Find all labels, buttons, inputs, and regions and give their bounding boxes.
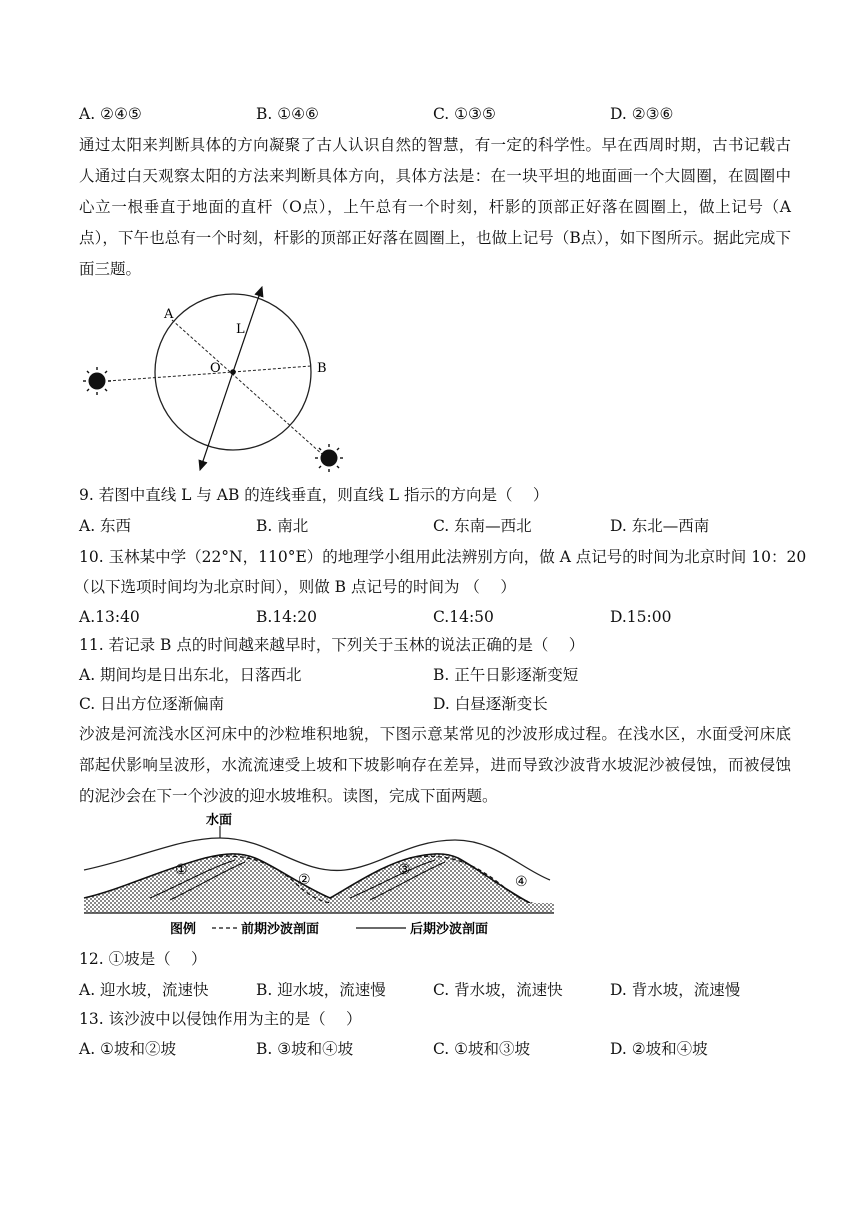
q8-option-c: C. ①③⑤ (433, 105, 496, 123)
sand-intro-paragraph: 沙波是河流浅水区河床中的沙粒堆积地貌，下图示意某常见的沙波形成过程。在浅水区，水面受河床底部起伏影响呈波形，水流流速受上坡和下坡影响存在差异，进而导致沙波背水坡泥沙被侵蚀，而被侵蚀的泥沙会在下一个沙波的迎水坡堆积。读图，完成下面两题。 (79, 725, 791, 805)
q12-option-b: B. 迎水坡，流速慢 (256, 981, 386, 999)
q13-option-a: A. ①坡和②坡 (79, 1040, 176, 1058)
q10-option-c: C.14:50 (433, 608, 494, 626)
q11-option-b: B. 正午日影逐渐变短 (433, 666, 579, 684)
label-o: O (210, 361, 221, 376)
q11-option-a: A. 期间均是日出东北，日落西北 (79, 666, 302, 684)
sand-wave-diagram (78, 810, 556, 940)
slope-2-label: ② (298, 872, 311, 888)
legend-solid-label: 后期沙波剖面 (410, 922, 489, 937)
q13-option-b: B. ③坡和④坡 (256, 1040, 354, 1058)
q10-option-d: D.15:00 (610, 608, 672, 626)
slope-3-label: ③ (398, 862, 411, 878)
shadow-line-b (233, 366, 311, 372)
q10-option-a: A.13:40 (79, 608, 140, 626)
q13-option-d: D. ②坡和④坡 (610, 1040, 708, 1058)
q10-stem-line1: 10. 玉林某中学（22°N，110°E）的地理学小组用此法辨别方向，做 A 点记号的时间为北京时间 10：20 (79, 548, 807, 566)
q8-option-d: D. ②③⑥ (610, 105, 674, 123)
q9-option-d: D. 东北—西南 (610, 517, 710, 535)
q12-option-c: C. 背水坡，流速快 (433, 981, 563, 999)
slope-4-label: ④ (515, 874, 528, 890)
water-label: 水面 (206, 813, 233, 828)
q12-option-a: A. 迎水坡，流速快 (79, 981, 209, 999)
point-o (230, 369, 236, 375)
q13-option-c: C. ①坡和③坡 (433, 1040, 531, 1058)
sun-icon-southeast (315, 444, 343, 472)
riverbed (84, 903, 554, 913)
label-a: A (164, 307, 174, 322)
q11-stem: 11. 若记录 B 点的时间越来越早时，下列关于玉林的说法正确的是（ ） (79, 636, 585, 654)
label-l: L (236, 322, 245, 337)
q9-option-b: B. 南北 (256, 517, 309, 535)
line-l-lower (200, 372, 233, 470)
q13-stem: 13. 该沙波中以侵蚀作用为主的是（ ） (79, 1010, 362, 1028)
q9-option-a: A. 东西 (79, 517, 132, 535)
sun-shadow-diagram (80, 280, 370, 480)
q12-stem: 12. ①坡是（ ） (79, 950, 207, 968)
q12-option-d: D. 背水坡，流速慢 (610, 981, 741, 999)
q8-option-b: B. ①④⑥ (256, 105, 319, 123)
sun-intro-paragraph: 通过太阳来判断具体的方向凝聚了古人认识自然的智慧，有一定的科学性。早在西周时期，古书记载古人通过白天观察太阳的方法来判断具体方向，具体方法是：在一块平坦的地面画一个大圆圈，在圆圈中心立一根垂直于地面的直杆（O点），上午总有一个时刻，杆影的顶部正好落在圆圈上，做上记号（A点），下午也总有一个时刻，杆影的顶部正好落在圆圈上，也做上记号（B点），如下图所示。据此完成下面三题。 (79, 136, 791, 278)
slope-1-label: ① (175, 862, 188, 878)
q9-option-c: C. 东南—西北 (433, 517, 532, 535)
q8-option-a: A. ②④⑤ (79, 105, 142, 123)
q9-stem: 9. 若图中直线 L 与 AB 的连线垂直，则直线 L 指示的方向是（ ） (79, 486, 549, 504)
q10-option-b: B.14:20 (256, 608, 317, 626)
legend-dash-label: 前期沙波剖面 (241, 922, 320, 937)
shadow-line-a (172, 320, 323, 455)
q10-stem-line2: （以下选项时间均为北京时间），则做 B 点记号的时间为 （ ） (74, 578, 516, 596)
q11-option-c: C. 日出方位逐渐偏南 (79, 695, 225, 713)
q11-option-d: D. 白昼逐渐变长 (433, 695, 548, 713)
label-b: B (317, 361, 327, 376)
sun-icon-west (83, 367, 111, 395)
legend-title: 图例 (170, 922, 197, 937)
